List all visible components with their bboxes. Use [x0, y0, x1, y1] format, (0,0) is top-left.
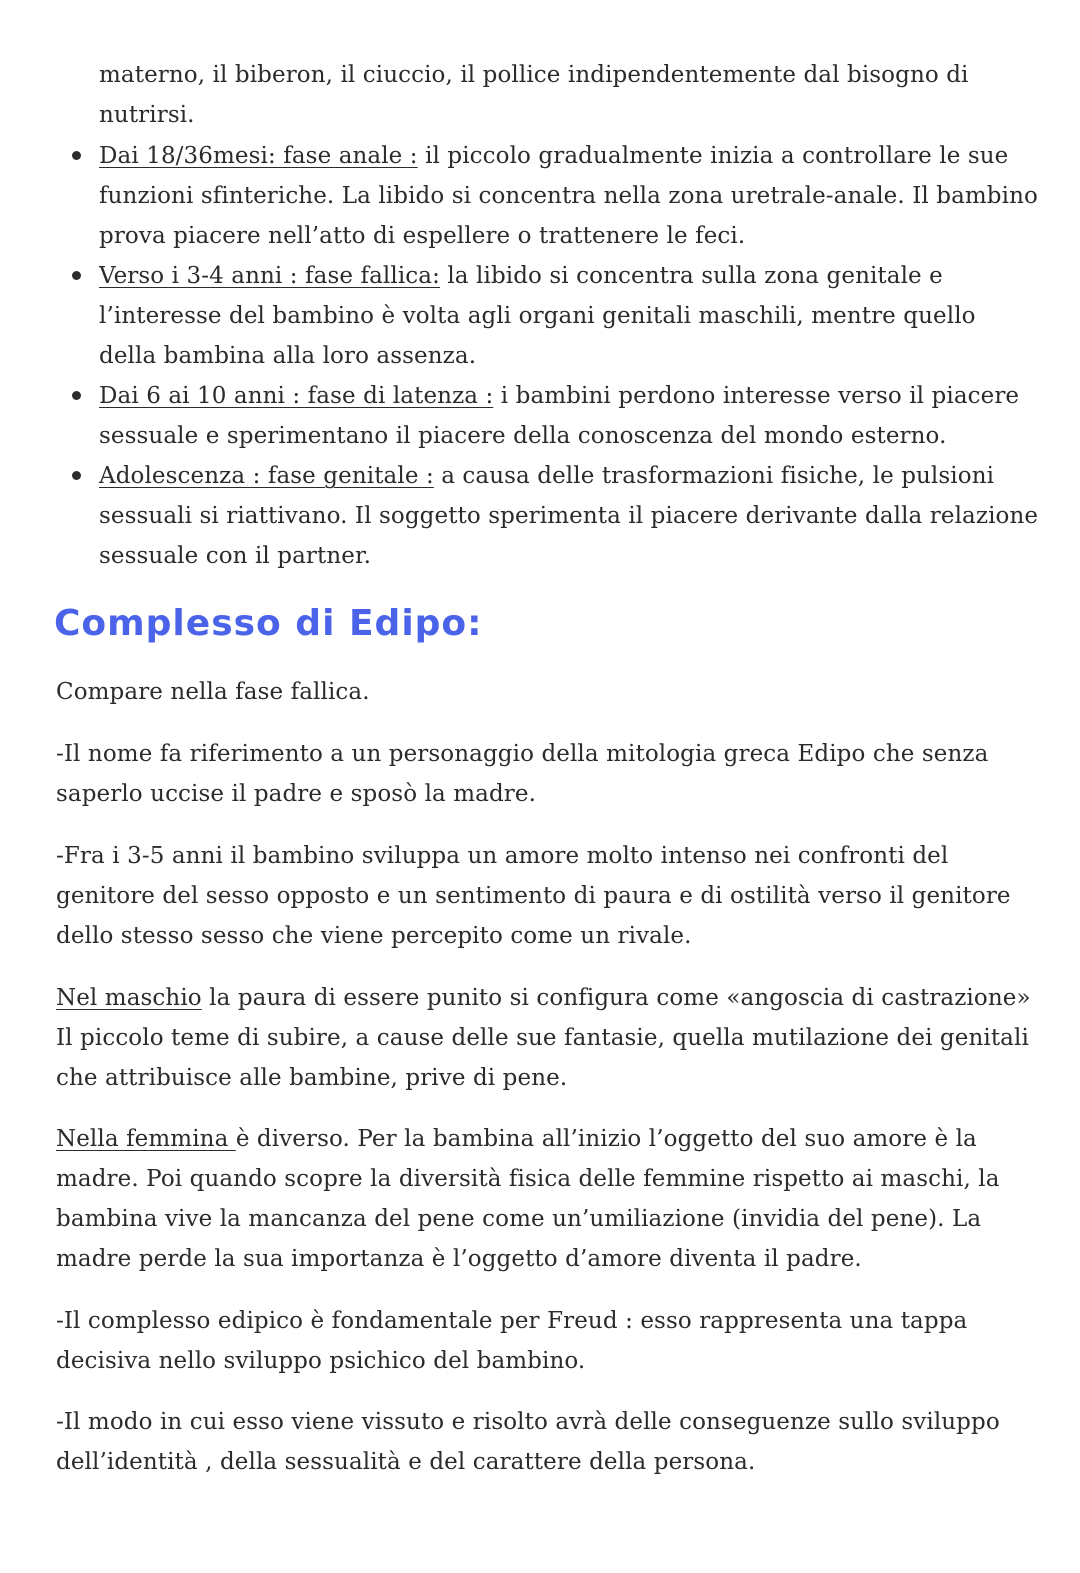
- phase-title: Dai 6 ai 10 anni : fase di latenza :: [99, 383, 494, 409]
- intro-continuation: materno, il biberon, il ciuccio, il pollice indipendentemente dal bisogno di nutrirsi.: [99, 62, 969, 128]
- bullet-icon: [72, 471, 81, 480]
- paragraph-male: [56, 978, 1031, 1098]
- list-item: [60, 456, 1040, 576]
- phase-text: i bambini perdono interesse verso il piacere sessuale e sperimentano il piacere della conoscenza del mondo esterno.: [99, 383, 1020, 449]
- male-label: Nel maschio: [56, 985, 202, 1011]
- bullet-icon: [72, 391, 81, 400]
- phase-text: il piccolo gradualmente inizia a controllare le sue funzioni sfinteriche. La libido si concentra nella zona uretrale-anale. Il bambino prova piacere nell’atto di espellere o trattenere le feci.: [99, 143, 1038, 249]
- phase-text: a causa delle trasformazioni fisiche, le pulsioni sessuali si riattivano. Il soggetto sperimenta il piacere derivante dalla relazione sessuale con il partner.: [99, 463, 1039, 569]
- list-item: [60, 376, 1040, 456]
- section-heading: Complesso di Edipo:: [54, 603, 483, 644]
- phase-title: Adolescenza : fase genitale :: [99, 463, 434, 489]
- female-label: Nella femmina: [56, 1126, 236, 1152]
- paragraph-female: [56, 1119, 1031, 1279]
- female-text: è diverso. Per la bambina all’inizio l’oggetto del suo amore è la madre. Poi quando scopre la diversità fisica delle femmine rispetto ai maschi, la bambina vive la mancanza del pene come un’umiliazione (invidia del pene). La madre perde la sua importanza è l’oggetto d’amore diventa il padre.: [56, 1126, 1000, 1272]
- bullet-icon: [72, 271, 81, 280]
- phase-title: Dai 18/36mesi: fase anale :: [99, 143, 418, 169]
- list-item: [60, 136, 1040, 256]
- paragraph-consequences: -Il modo in cui esso viene vissuto e risolto avrà delle conseguenze sullo sviluppo dell’identità , della sessualità e del carattere della persona.: [56, 1409, 1000, 1475]
- male-text: la paura di essere punito si configura come «angoscia di castrazione» Il piccolo teme di subire, a cause delle sue fantasie, quella mutilazione dei genitali che attribuisce alle bambine, prive di pene.: [56, 985, 1031, 1091]
- paragraph-intro: Compare nella fase fallica.: [56, 679, 370, 705]
- paragraph-age-range: -Fra i 3-5 anni il bambino sviluppa un amore molto intenso nei confronti del genitore del sesso opposto e un sentimento di paura e di ostilità verso il genitore dello stesso sesso che viene percepito come un rivale.: [56, 843, 1011, 949]
- phase-text: la libido si concentra sulla zona genitale e l’interesse del bambino è volta agli organi genitali maschili, mentre quello della bambina alla loro assenza.: [99, 263, 976, 369]
- list-item: [60, 256, 1040, 376]
- phase-title: Verso i 3-4 anni : fase fallica:: [99, 263, 440, 289]
- paragraph-name-origin: -Il nome fa riferimento a un personaggio della mitologia greca Edipo che senza saperlo uccise il padre e sposò la madre.: [56, 741, 989, 807]
- paragraph-freud: -Il complesso edipico è fondamentale per Freud : esso rappresenta una tappa decisiva nello sviluppo psichico del bambino.: [56, 1308, 968, 1374]
- phases-list: [60, 136, 1040, 576]
- bullet-icon: [72, 151, 81, 160]
